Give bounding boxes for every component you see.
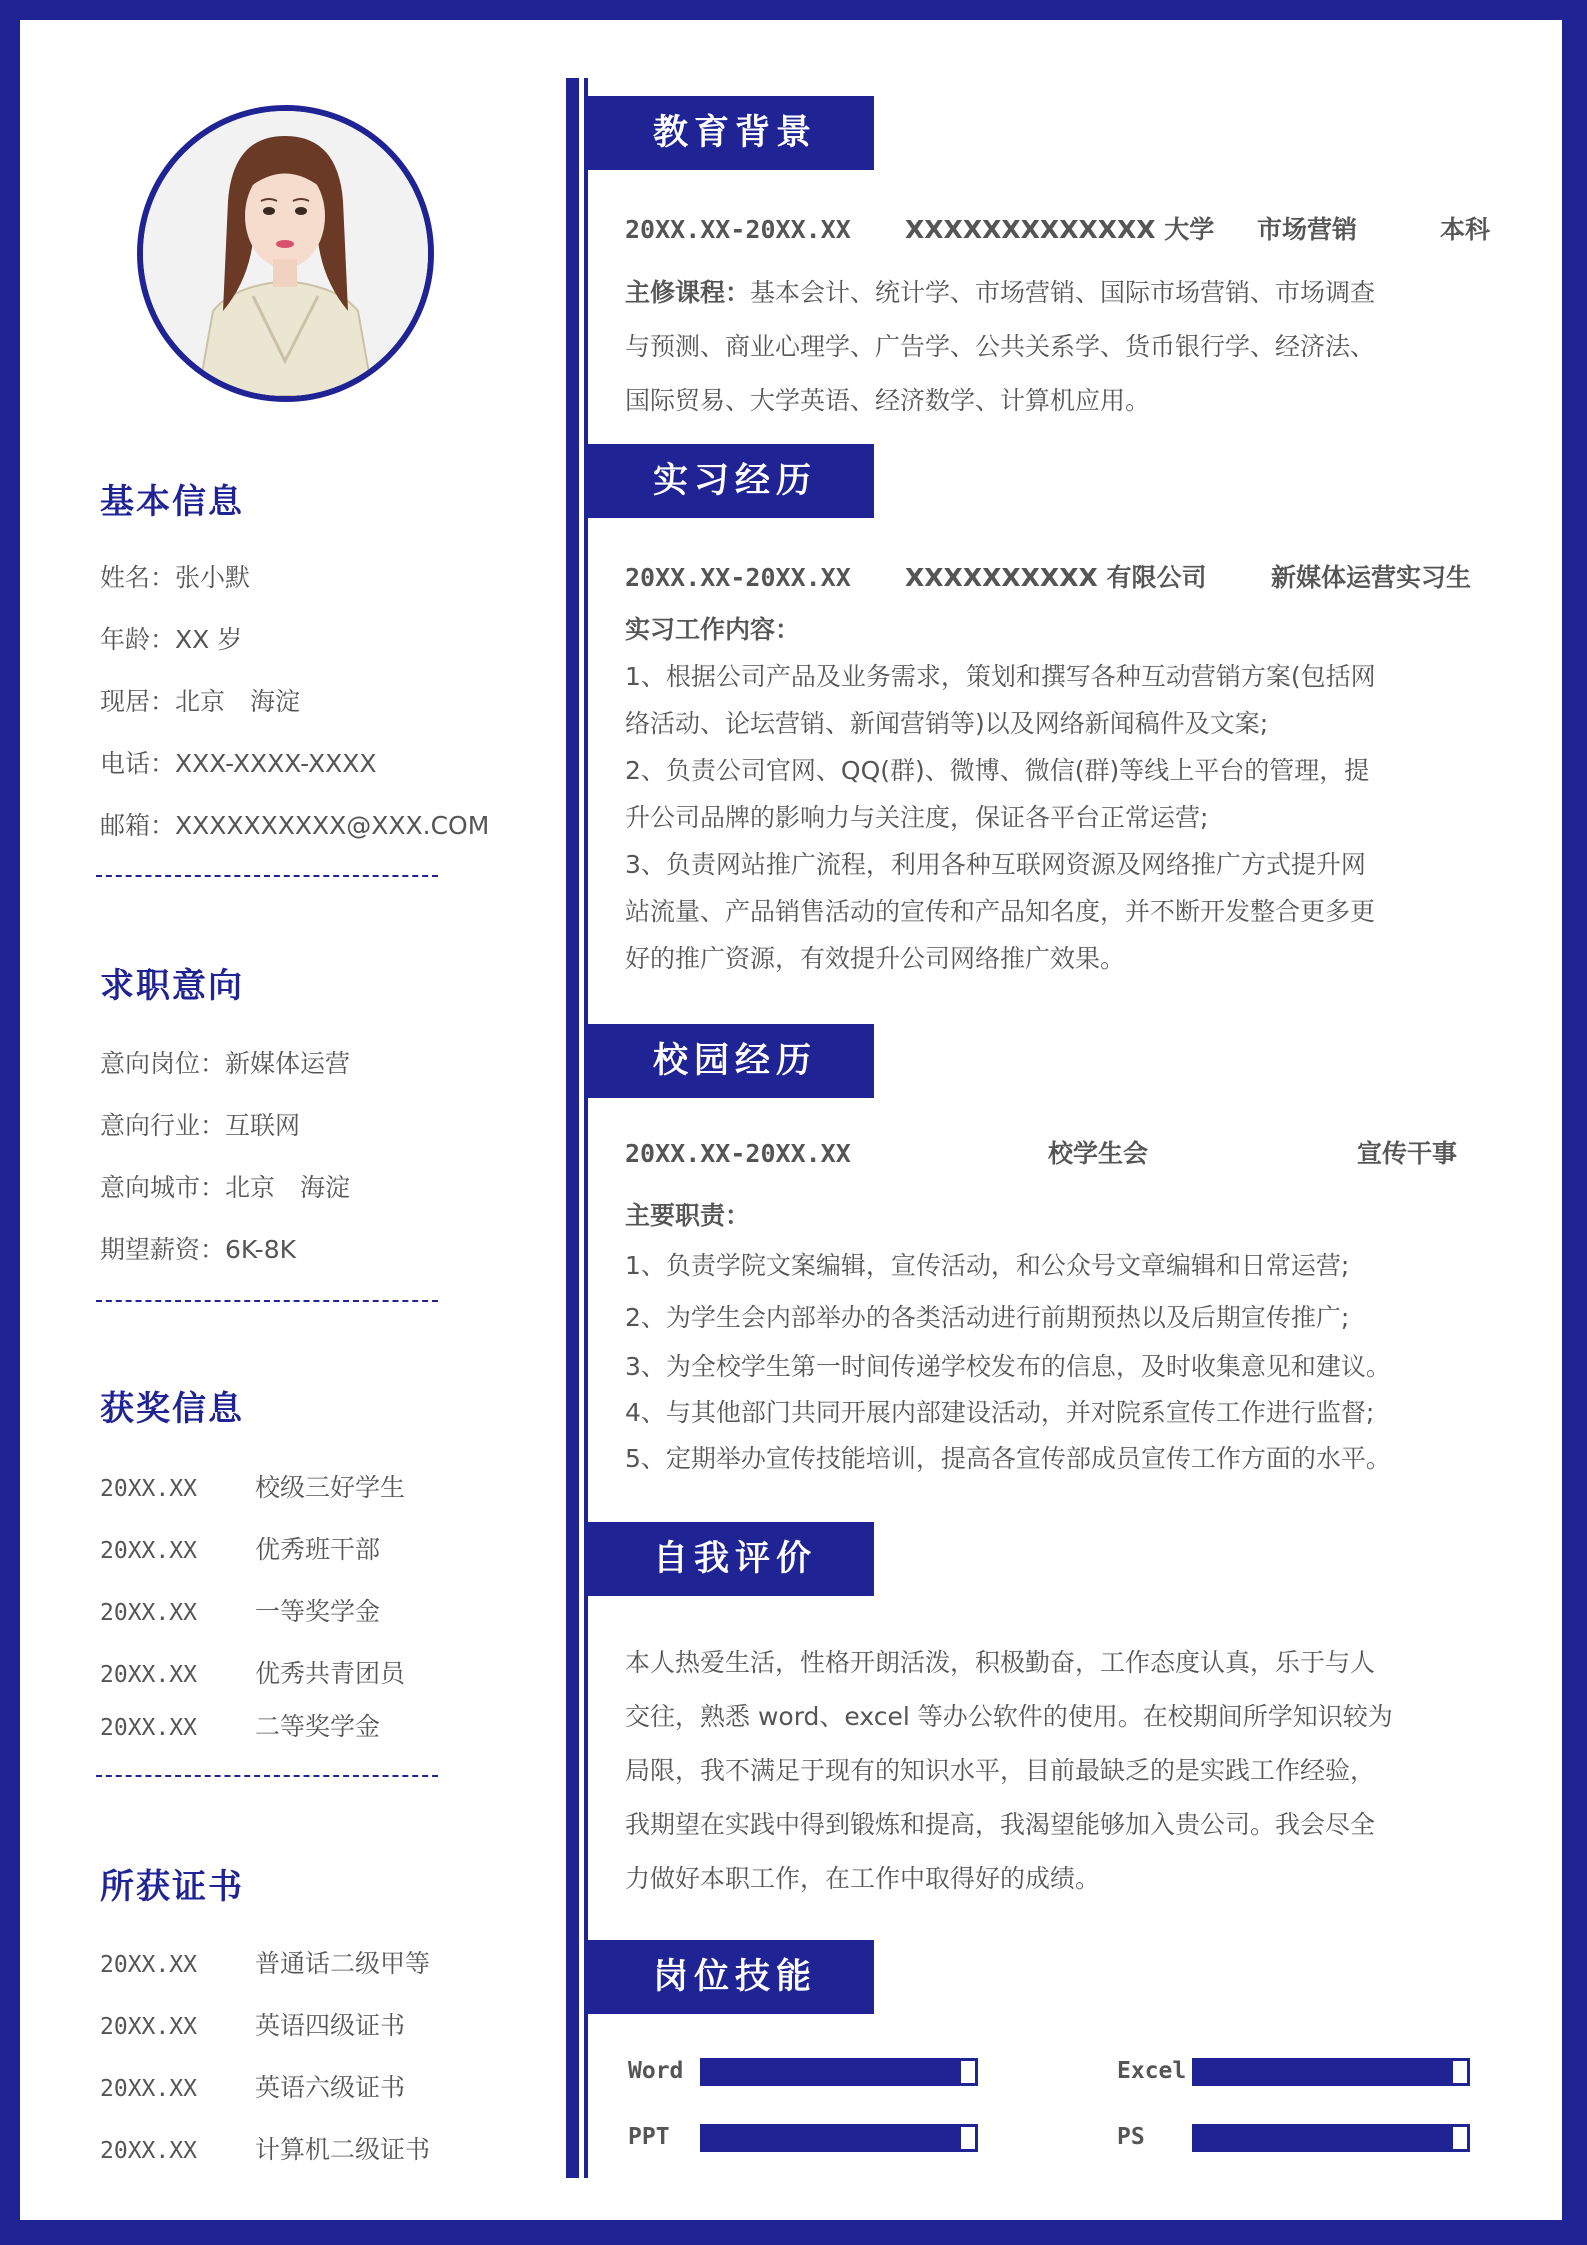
skill-label-word: Word bbox=[628, 2058, 684, 2084]
award-name: 校级三好学生 bbox=[255, 1473, 406, 1502]
internship-company: XXXXXXXXXX 有限公司 bbox=[905, 563, 1207, 592]
certificate-name: 计算机二级证书 bbox=[255, 2135, 431, 2164]
certificate-date: 20XX.XX bbox=[100, 1952, 197, 1978]
education-courses bbox=[625, 266, 1505, 428]
campus-line: 2、为学生会内部举办的各类活动进行前期预热以及后期宣传推广; bbox=[625, 1303, 1350, 1332]
certificate-date: 20XX.XX bbox=[100, 2138, 197, 2164]
certificates-title: 所获证书 bbox=[100, 1867, 244, 1907]
self-eval-line: 本人热爱生活，性格开朗活泼，积极勤奋，工作态度认真，乐于与人 bbox=[625, 1648, 1376, 1677]
self-eval-header: 自我评价 bbox=[588, 1522, 874, 1596]
skill-label-ps: PS bbox=[1117, 2124, 1145, 2150]
courses-line: 与预测、商业心理学、广告学、公共关系学、货币银行学、经济法、 bbox=[625, 332, 1376, 361]
job-intent-industry: 意向行业：互联网 bbox=[100, 1111, 301, 1140]
internship-period: 20XX.XX-20XX.XX bbox=[625, 563, 851, 592]
education-degree: 本科 bbox=[1440, 215, 1491, 244]
internship-line: 2、负责公司官网、QQ(群)、微博、微信(群)等线上平台的管理，提 bbox=[625, 756, 1370, 785]
education-header: 教育背景 bbox=[588, 96, 874, 170]
campus-line: 4、与其他部门共同开展内部建设活动，并对院系宣传工作进行监督; bbox=[625, 1398, 1375, 1427]
vertical-divider bbox=[566, 78, 579, 2178]
award-item bbox=[100, 1709, 380, 1745]
skill-label-excel: Excel bbox=[1117, 2058, 1187, 2084]
certificate-name: 英语四级证书 bbox=[255, 2011, 406, 2040]
self-eval-line: 力做好本职工作，在工作中取得好的成绩。 bbox=[625, 1864, 1101, 1893]
skill-bar-ps bbox=[1192, 2124, 1470, 2152]
award-date: 20XX.XX bbox=[100, 1715, 197, 1741]
basic-info-section bbox=[100, 478, 460, 526]
basic-info-email: 邮箱：XXXXXXXXXX@XXX.COM bbox=[100, 811, 490, 840]
awards-title: 获奖信息 bbox=[100, 1389, 244, 1429]
campus-org: 校学生会 bbox=[1048, 1139, 1149, 1168]
internship-line: 络活动、论坛营销、新闻营销等)以及网络新闻稿件及文案; bbox=[625, 709, 1269, 738]
education-period: 20XX.XX-20XX.XX bbox=[625, 215, 851, 244]
award-name: 优秀班干部 bbox=[255, 1535, 381, 1564]
award-date: 20XX.XX bbox=[100, 1600, 197, 1626]
internship-line: 好的推广资源，有效提升公司网络推广效果。 bbox=[625, 944, 1126, 973]
internship-position: 新媒体运营实习生 bbox=[1271, 563, 1472, 592]
divider bbox=[96, 1775, 438, 1777]
internship-line: 站流量、产品销售活动的宣传和产品知名度，并不断开发整合更多更 bbox=[625, 897, 1376, 926]
award-item bbox=[100, 1532, 380, 1568]
internship-line: 1、根据公司产品及业务需求，策划和撰写各种互动营销方案(包括网 bbox=[625, 662, 1376, 691]
education-major: 市场营销 bbox=[1257, 215, 1358, 244]
self-eval-text bbox=[625, 1636, 1505, 1906]
job-intent-section bbox=[100, 962, 460, 1010]
campus-line: 1、负责学院文案编辑，宣传活动，和公众号文章编辑和日常运营; bbox=[625, 1251, 1350, 1280]
internship-line: 升公司品牌的影响力与关注度，保证各平台正常运营; bbox=[625, 803, 1209, 832]
award-item bbox=[100, 1594, 380, 1630]
skill-bar-excel bbox=[1192, 2058, 1470, 2086]
award-item bbox=[100, 1656, 405, 1692]
campus-duties bbox=[625, 1192, 1505, 1482]
skill-bar-ppt bbox=[700, 2124, 978, 2152]
job-intent-city: 意向城市：北京 海淀 bbox=[100, 1173, 351, 1202]
certificate-name: 普通话二级甲等 bbox=[255, 1949, 431, 1978]
campus-entry bbox=[625, 1134, 1497, 1174]
certificate-item bbox=[100, 2070, 405, 2106]
skill-bar-word bbox=[700, 2058, 978, 2086]
basic-info-title: 基本信息 bbox=[100, 482, 244, 522]
certificates-section bbox=[100, 1863, 460, 1911]
award-date: 20XX.XX bbox=[100, 1662, 197, 1688]
certificate-item bbox=[100, 2132, 430, 2168]
campus-period: 20XX.XX-20XX.XX bbox=[625, 1139, 851, 1168]
awards-section bbox=[100, 1385, 460, 1433]
courses-label: 主修课程： bbox=[625, 278, 751, 307]
internship-content-label: 实习工作内容： bbox=[625, 615, 801, 644]
internship-header: 实习经历 bbox=[588, 444, 874, 518]
award-date: 20XX.XX bbox=[100, 1538, 197, 1564]
avatar bbox=[137, 105, 434, 402]
award-name: 优秀共青团员 bbox=[255, 1659, 406, 1688]
skills-header: 岗位技能 bbox=[588, 1940, 874, 2014]
resume-page bbox=[20, 20, 1562, 2220]
self-eval-line: 局限，我不满足于现有的知识水平，目前最缺乏的是实践工作经验， bbox=[625, 1756, 1376, 1785]
courses-line: 国际贸易、大学英语、经济数学、计算机应用。 bbox=[625, 386, 1151, 415]
job-intent-position: 意向岗位：新媒体运营 bbox=[100, 1049, 351, 1078]
basic-info-name: 姓名：张小默 bbox=[100, 563, 251, 592]
certificate-date: 20XX.XX bbox=[100, 2076, 197, 2102]
basic-info-location: 现居：北京 海淀 bbox=[100, 687, 301, 716]
certificate-name: 英语六级证书 bbox=[255, 2073, 406, 2102]
certificate-item bbox=[100, 2008, 405, 2044]
self-eval-line: 我期望在实践中得到锻炼和提高，我渴望能够加入贵公司。我会尽全 bbox=[625, 1810, 1376, 1839]
campus-role: 宣传干事 bbox=[1357, 1139, 1458, 1168]
campus-duty-label: 主要职责： bbox=[625, 1201, 751, 1230]
award-name: 一等奖学金 bbox=[255, 1597, 381, 1626]
campus-line: 5、定期举办宣传技能培训，提高各宣传部成员宣传工作方面的水平。 bbox=[625, 1444, 1391, 1473]
skill-fill-word bbox=[703, 2061, 961, 2083]
award-date: 20XX.XX bbox=[100, 1476, 197, 1502]
self-eval-line: 交往，熟悉 word、excel 等办公软件的使用。在校期间所学知识较为 bbox=[625, 1702, 1393, 1731]
campus-header: 校园经历 bbox=[588, 1024, 874, 1098]
education-entry bbox=[625, 210, 1497, 250]
award-name: 二等奖学金 bbox=[255, 1712, 381, 1741]
skill-fill-ppt bbox=[703, 2127, 961, 2149]
internship-content bbox=[625, 606, 1505, 982]
skill-fill-excel bbox=[1195, 2061, 1453, 2083]
skill-fill-ps bbox=[1195, 2127, 1453, 2149]
certificate-item bbox=[100, 1946, 430, 1982]
basic-info-age: 年龄：XX 岁 bbox=[100, 625, 243, 654]
education-school: XXXXXXXXXXXXX 大学 bbox=[905, 215, 1215, 244]
vertical-divider bbox=[584, 78, 588, 2178]
award-item bbox=[100, 1470, 405, 1506]
job-intent-title: 求职意向 bbox=[100, 966, 244, 1006]
courses-line: 主修课程：基本会计、统计学、市场营销、国际市场营销、市场调查 bbox=[625, 278, 1376, 307]
divider bbox=[96, 1300, 438, 1302]
internship-entry bbox=[625, 558, 1497, 598]
divider bbox=[96, 875, 438, 877]
job-intent-salary: 期望薪资：6K-8K bbox=[100, 1235, 296, 1264]
basic-info-phone: 电话：XXX-XXXX-XXXX bbox=[100, 749, 377, 778]
internship-line: 3、负责网站推广流程，利用各种互联网资源及网络推广方式提升网 bbox=[625, 850, 1366, 879]
skill-label-ppt: PPT bbox=[628, 2124, 670, 2150]
portrait-illustration bbox=[143, 111, 428, 396]
certificate-date: 20XX.XX bbox=[100, 2014, 197, 2040]
campus-line: 3、为全校学生第一时间传递学校发布的信息，及时收集意见和建议。 bbox=[625, 1352, 1391, 1381]
